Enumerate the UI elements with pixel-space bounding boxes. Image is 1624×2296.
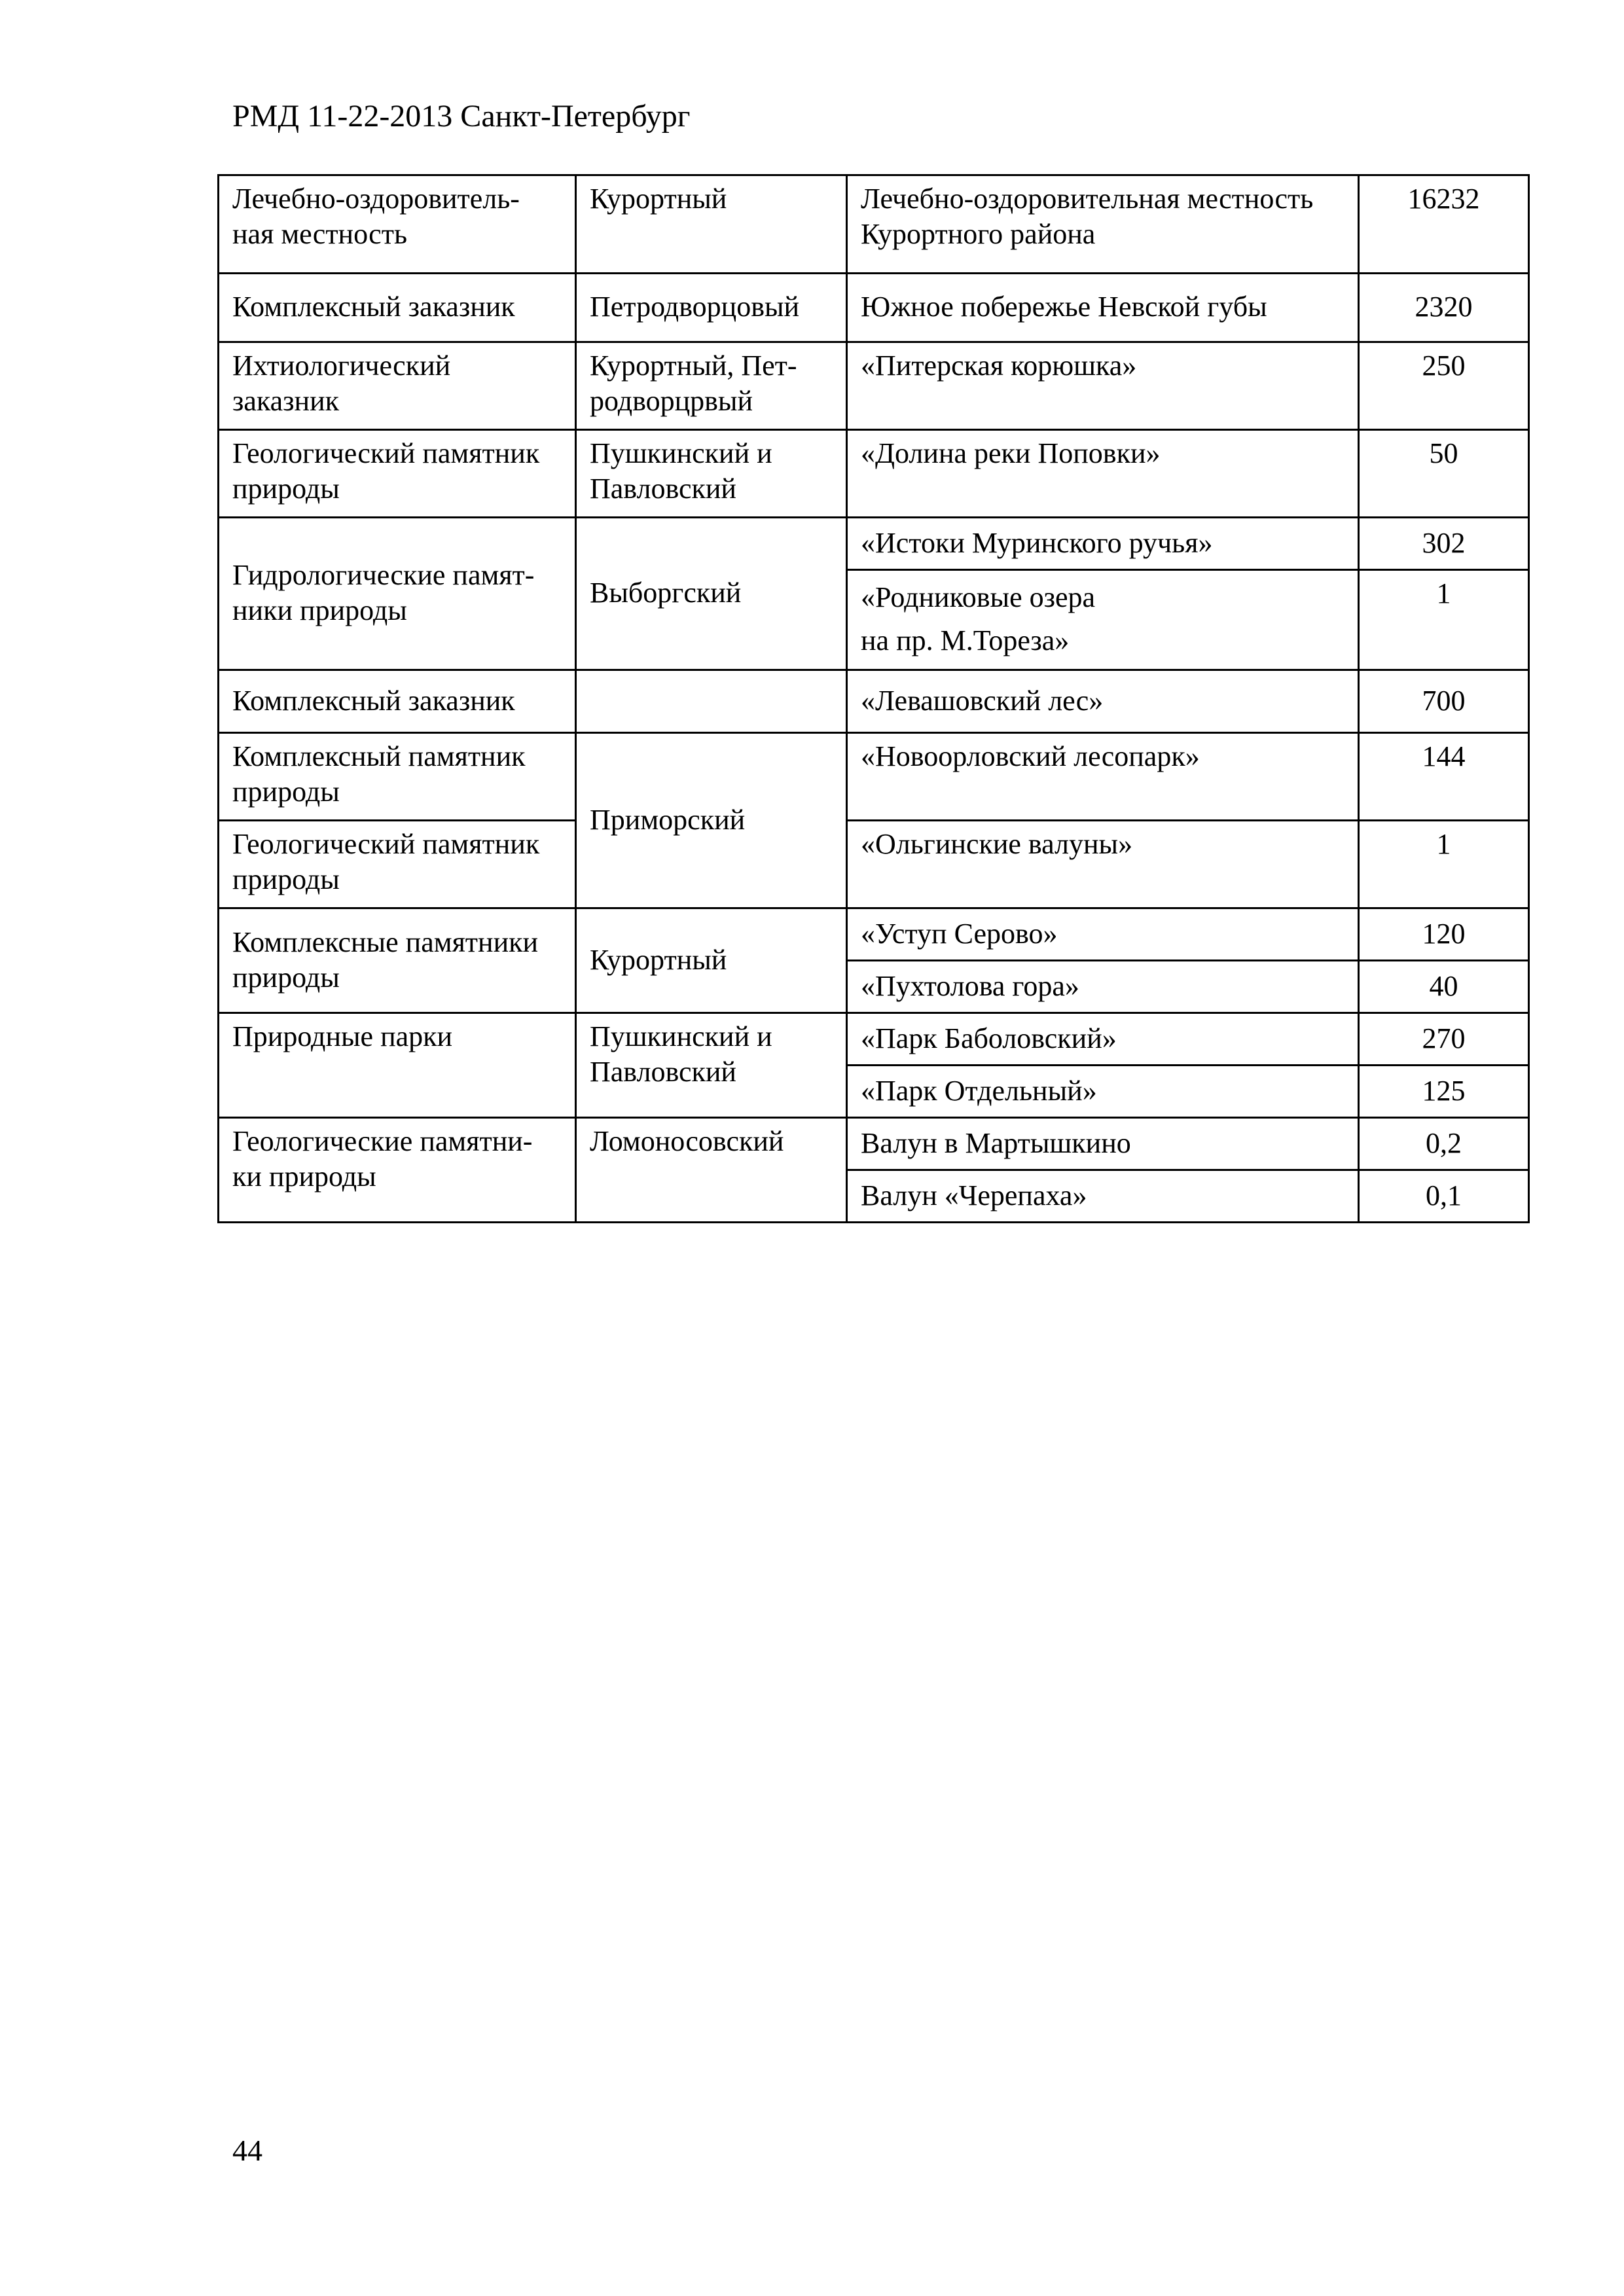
area-cell: 1 [1359,821,1529,908]
cell-text: ная местность [232,218,408,250]
cell-text: Павловский [590,1056,736,1088]
district-cell: Ломоносовский [576,1118,847,1223]
category-cell: Природные парки [219,1013,576,1118]
cell-text: «Родниковые озера [861,581,1096,613]
district-cell: Петродворцовый [576,274,847,342]
cell-text: ки природы [232,1160,376,1193]
name-cell: «Уступ Серово» [847,908,1359,961]
area-cell: 302 [1359,518,1529,570]
cell-text: природы [232,961,340,994]
cell-text: природы [232,473,340,505]
table-row [219,342,1529,430]
district-cell [576,430,847,518]
page-header: РМД 11-22-2013 Санкт-Петербург [232,99,691,134]
name-cell: «Парк Отдельный» [847,1066,1359,1118]
table-row [219,1013,1529,1066]
name-cell: «Парк Баболовский» [847,1013,1359,1066]
category-cell [219,733,576,821]
name-cell: «Новоорловский лесопарк» [847,733,1359,821]
table-row [219,1118,1529,1170]
cell-text: Ихтиологический [232,350,451,382]
cell-text: родворцрвый [590,385,753,417]
category-cell [219,518,576,670]
page-number: 44 [232,2134,262,2167]
cell-text: Курортного района [861,218,1096,250]
area-cell: 40 [1359,961,1529,1013]
name-cell: Валун «Черепаха» [847,1170,1359,1223]
category-cell [219,1118,576,1223]
cell-text: Геологические памятни- [232,1125,533,1157]
cell-text: на пр. М.Тореза» [861,624,1070,656]
category-cell: Комплексный заказник [219,670,576,733]
area-cell: 700 [1359,670,1529,733]
table-row [219,175,1529,274]
name-cell: «Пухтолова гора» [847,961,1359,1013]
table-row [219,908,1529,961]
area-cell: 0,1 [1359,1170,1529,1223]
protected-areas-table [217,174,1530,1223]
cell-text: Пушкинский и [590,1020,772,1052]
cell-text: Комплексный памятник [232,740,526,772]
name-cell: Южное побережье Невской губы [847,274,1359,342]
cell-text: Лечебно-оздоровительная местность [861,183,1314,215]
district-cell: Выборгский [576,518,847,670]
cell-text: Геологический памятник [232,828,540,860]
cell-text: Павловский [590,473,736,505]
name-cell: «Истоки Муринского ручья» [847,518,1359,570]
cell-text: Курортный, Пет- [590,350,797,382]
cell-text: природы [232,863,340,895]
area-cell: 1 [1359,570,1529,670]
cell-text: Лечебно-оздоровитель- [232,183,520,215]
table-row [219,670,1529,733]
district-cell [576,342,847,430]
area-cell: 120 [1359,908,1529,961]
name-cell: «Ольгинские валуны» [847,821,1359,908]
category-cell [219,342,576,430]
area-cell: 16232 [1359,175,1529,274]
name-cell: Валун в Мартышкино [847,1118,1359,1170]
cell-text: Пушкинский и [590,437,772,469]
cell-text: заказник [232,385,340,417]
name-cell: «Питерская корюшка» [847,342,1359,430]
category-cell [219,908,576,1013]
area-cell: 250 [1359,342,1529,430]
table-row [219,274,1529,342]
area-cell: 2320 [1359,274,1529,342]
area-cell: 125 [1359,1066,1529,1118]
district-cell: Курортный [576,175,847,274]
area-cell: 50 [1359,430,1529,518]
category-cell [219,821,576,908]
name-cell [847,570,1359,670]
category-cell: Комплексный заказник [219,274,576,342]
cell-text: Геологический памятник [232,437,540,469]
name-cell: «Левашовский лес» [847,670,1359,733]
district-cell [576,1013,847,1118]
category-cell [219,430,576,518]
cell-text: Комплексные памятники [232,925,539,958]
district-cell: Курортный [576,908,847,1013]
cell-text: природы [232,776,340,808]
district-cell [576,670,847,733]
name-cell: «Долина реки Поповки» [847,430,1359,518]
table-row [219,518,1529,570]
area-cell: 0,2 [1359,1118,1529,1170]
table-row [219,733,1529,821]
table-row [219,430,1529,518]
area-cell: 270 [1359,1013,1529,1066]
district-cell: Приморский [576,733,847,908]
category-cell [219,175,576,274]
cell-text: ники природы [232,594,407,626]
table-row [219,821,1529,908]
name-cell [847,175,1359,274]
cell-text: Гидрологические памят- [232,559,535,591]
area-cell: 144 [1359,733,1529,821]
